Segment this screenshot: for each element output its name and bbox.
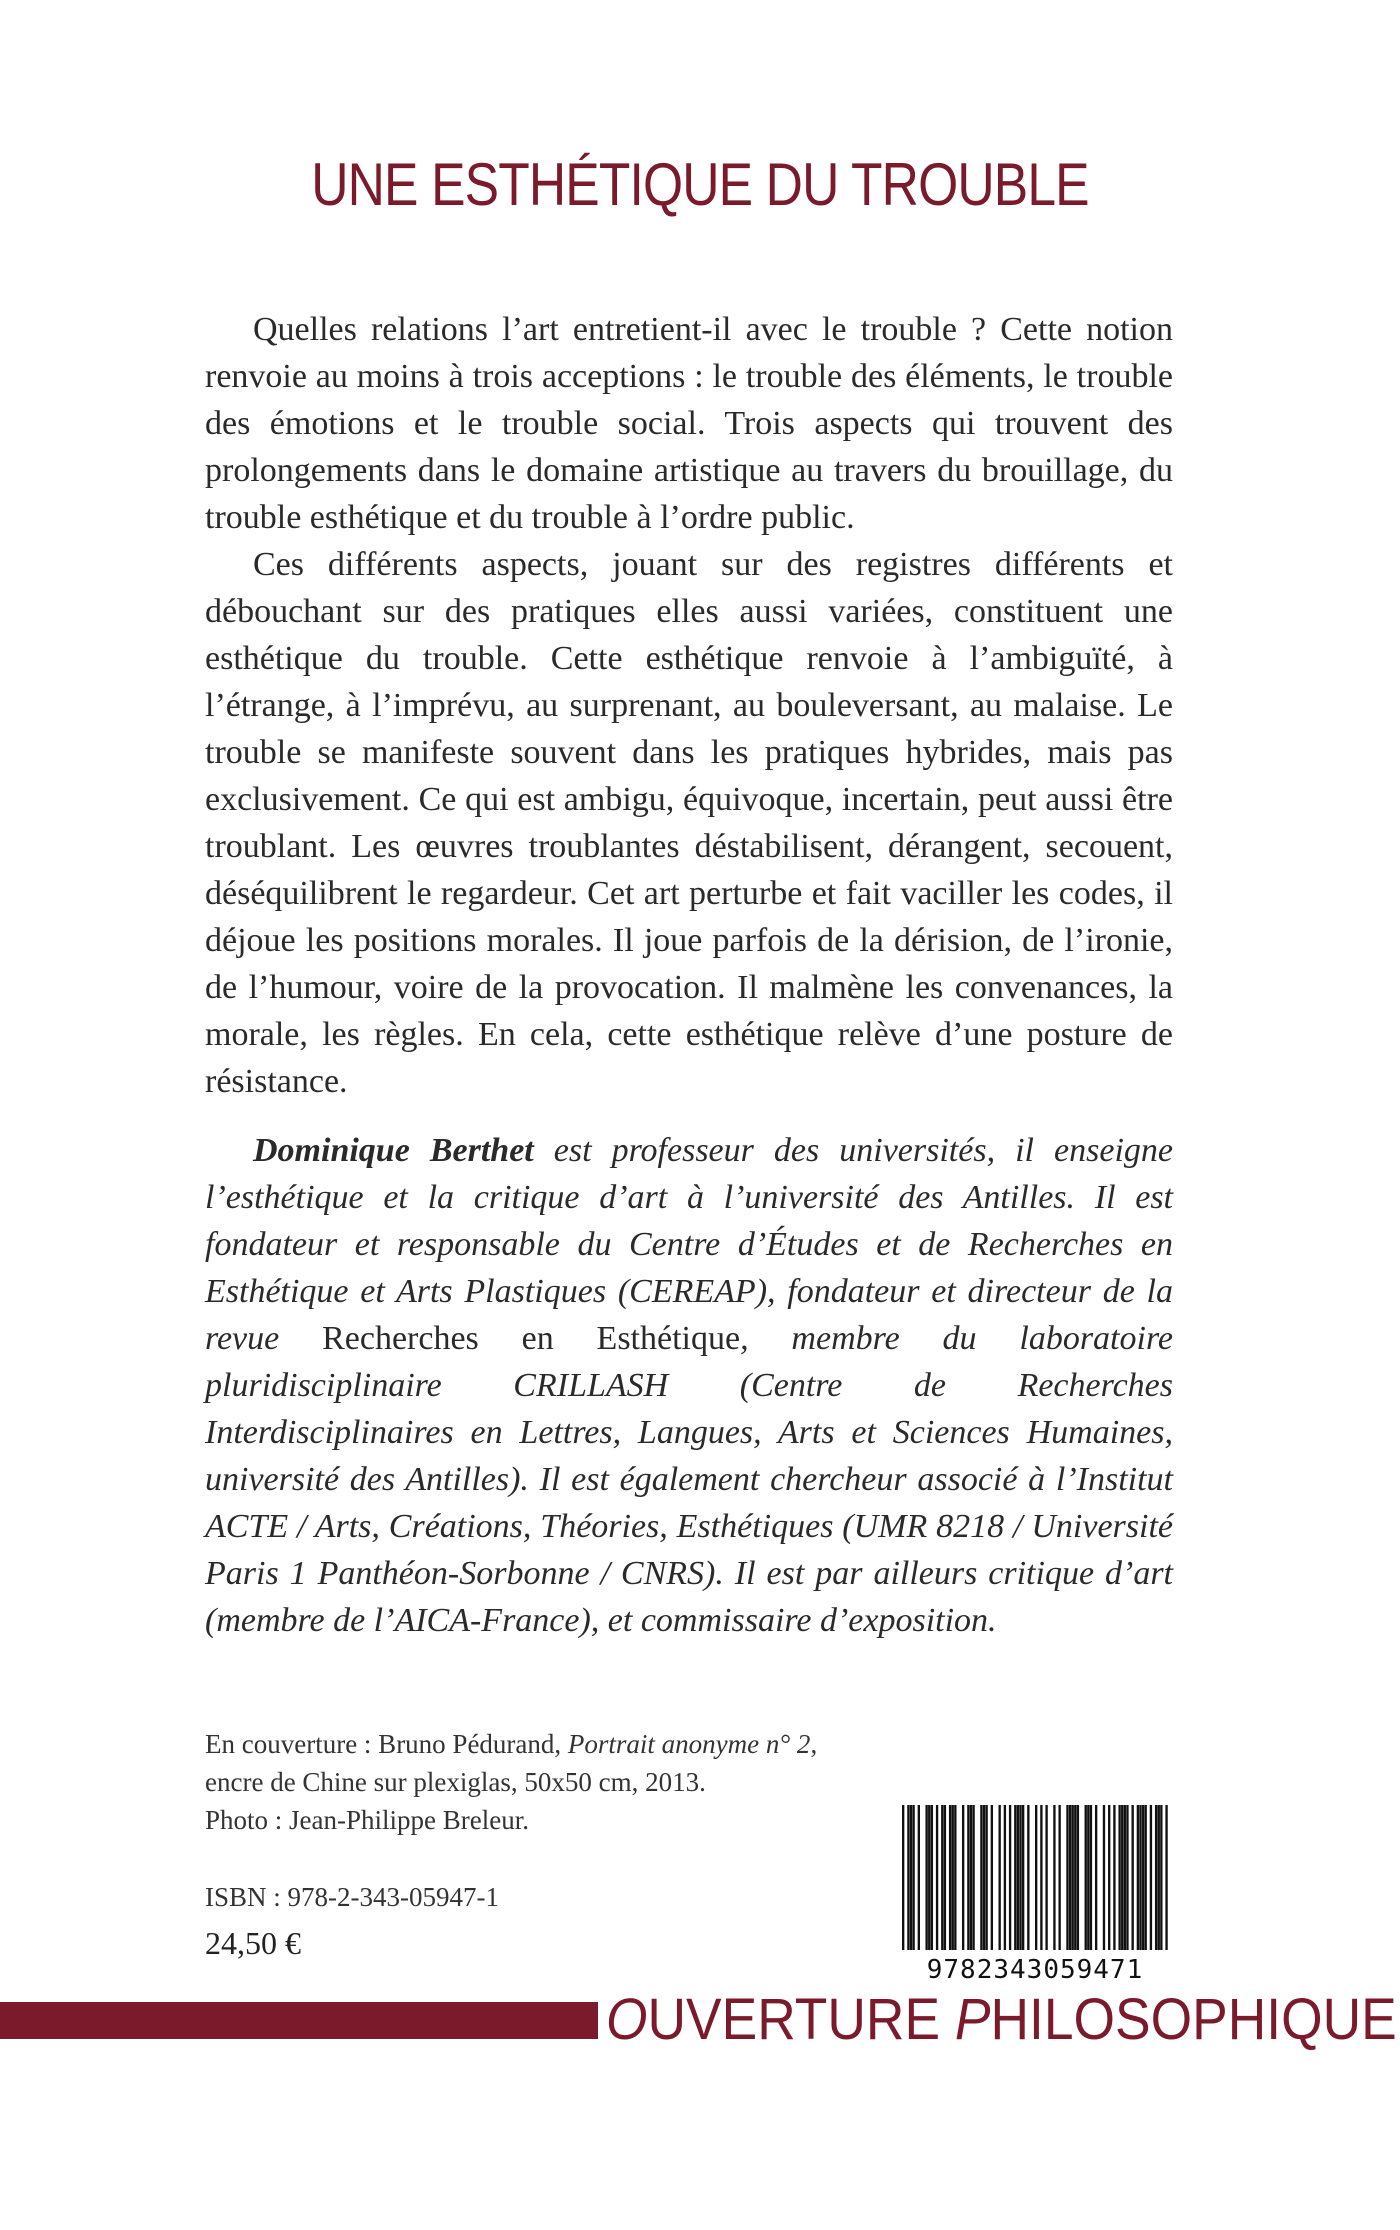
barcode-bar xyxy=(1066,1805,1068,1950)
barcode-bar xyxy=(983,1805,985,1950)
series-word-1: UVERTURE xyxy=(647,1987,955,2052)
barcode-bar xyxy=(1009,1805,1011,1950)
barcode-bar xyxy=(970,1805,972,1950)
barcode-bar xyxy=(907,1805,909,1950)
cover-artwork-title: Portrait anonyme n° 2 xyxy=(567,1729,811,1759)
barcode-bar xyxy=(991,1805,993,1950)
barcode-bar xyxy=(1069,1805,1071,1950)
barcode-bar xyxy=(1137,1805,1139,1950)
barcode-bar xyxy=(931,1805,933,1950)
barcode-bar xyxy=(1139,1805,1141,1950)
barcode-bar xyxy=(952,1805,954,1950)
barcode-bar xyxy=(1150,1805,1152,1950)
barcode-bar xyxy=(925,1805,927,1950)
barcode xyxy=(900,1805,1170,1985)
barcode-bar xyxy=(1158,1805,1160,1950)
bio-text-2: , membre du laboratoire pluridisciplinaire CRILLASH (Centre de Recherches Interdisciplinaires en Lettres, Langues, Arts et Sciences Humaines, université des Antilles). Il est également chercheur associé à l’Institut ACTE / Arts, Créations, Théories, Esthétiques (UMR 8218 / Université Paris 1 Panthéon-Sorbonne / CNRS). Il est par ailleurs critique d’art (membre de l’AICA-France), et commissaire d’exposition. xyxy=(205,1320,1173,1639)
cover-medium: encre de Chine sur plexiglas, 50x50 cm, 2013. xyxy=(205,1767,706,1797)
series-initial-o: O xyxy=(606,1987,648,2052)
author-bio-paragraph xyxy=(205,1127,1173,1644)
barcode-bar xyxy=(1155,1805,1157,1950)
barcode-bar xyxy=(1045,1805,1047,1950)
barcode-bar xyxy=(1017,1805,1019,1950)
barcode-digits: 9782343059471 xyxy=(926,1955,1144,1985)
barcode-bar xyxy=(962,1805,964,1950)
barcode-bar xyxy=(972,1805,974,1950)
barcode-bar xyxy=(1126,1805,1128,1950)
synopsis xyxy=(205,306,1173,1105)
series-name xyxy=(606,1986,1397,2053)
barcode-bar xyxy=(1142,1805,1144,1950)
barcode-bar xyxy=(985,1805,987,1950)
journal-name: Recherches en Esthétique xyxy=(322,1320,741,1357)
barcode-bar xyxy=(1145,1805,1147,1950)
barcode-bar xyxy=(941,1805,943,1950)
cover-suffix: , xyxy=(810,1729,818,1759)
barcode-bar xyxy=(1090,1805,1092,1950)
book-title: UNE ESTHÉTIQUE DU TROUBLE xyxy=(311,151,1089,218)
barcode-bar xyxy=(980,1805,982,1950)
barcode-bar xyxy=(1022,1805,1024,1950)
barcode-bar xyxy=(949,1805,951,1950)
barcode-bar xyxy=(1131,1805,1133,1950)
series-band xyxy=(0,2002,598,2039)
barcode-bar xyxy=(1108,1805,1110,1950)
barcode-bar xyxy=(1040,1805,1042,1950)
photo-credit: Photo : Jean-Philippe Breleur. xyxy=(205,1805,529,1835)
barcode-bar xyxy=(1077,1805,1079,1950)
barcode-bars xyxy=(900,1805,1170,1955)
cover-credits xyxy=(205,1725,905,1839)
barcode-bar xyxy=(1121,1805,1123,1950)
barcode-bar xyxy=(1085,1805,1087,1950)
isbn: ISBN : 978-2-343-05947-1 xyxy=(205,1882,499,1912)
price: 24,50 € xyxy=(205,1925,301,1961)
barcode-bar xyxy=(1053,1805,1055,1950)
synopsis-paragraph-2: Ces différents aspects, jouant sur des registres différents et débouchant sur des pratiques elles aussi variées, constituent une esthétique du trouble. Cette esthétique renvoie à l’ambiguïté, à l’étrange, à l’imprévu, au surprenant, au bouleversant, au malaise. Le trouble se manifeste souvent dans les pratiques hybrides, mais pas exclusivement. Ce qui est ambigu, équivoque, incertain, peut aussi être troublant. Les œuvres troublantes déstabilisent, dérangent, secouent, déséquilibrent le regardeur. Cet art perturbe et fait vaciller les codes, il déjoue les positions morales. Il joue parfois de la dérision, de l’ironie, de l’humour, voire de la provocation. Il malmène les convenances, la morale, les règles. En cela, cette esthétique relève d’une posture de résistance. xyxy=(205,546,1173,1100)
barcode-bar xyxy=(944,1805,946,1950)
barcode-bar xyxy=(967,1805,969,1950)
barcode-bar xyxy=(912,1805,914,1950)
barcode-bar xyxy=(1058,1805,1060,1950)
barcode-bar xyxy=(1165,1805,1167,1950)
barcode-bar xyxy=(1124,1805,1126,1950)
barcode-bar xyxy=(1004,1805,1006,1950)
barcode-bar xyxy=(1019,1805,1021,1950)
barcode-bar xyxy=(902,1805,904,1950)
barcode-bar xyxy=(1014,1805,1016,1950)
cover-prefix: En couverture : Bruno Pédurand, xyxy=(205,1729,568,1759)
series-word-2: HILOSOPHIQUE xyxy=(990,1987,1397,2052)
barcode-bar xyxy=(998,1805,1000,1950)
barcode-bar xyxy=(1095,1805,1097,1950)
barcode-bar xyxy=(954,1805,956,1950)
barcode-bar xyxy=(910,1805,912,1950)
barcode-bar xyxy=(1118,1805,1120,1950)
barcode-bar xyxy=(1113,1805,1115,1950)
barcode-bar xyxy=(928,1805,930,1950)
barcode-bar xyxy=(918,1805,920,1950)
series-initial-p: P xyxy=(954,1987,991,2052)
cover-credit-line xyxy=(205,1725,905,1763)
barcode-bar xyxy=(1035,1805,1037,1950)
barcode-bar xyxy=(936,1805,938,1950)
barcode-bar xyxy=(1160,1805,1162,1950)
author-bio xyxy=(205,1127,1173,1644)
barcode-bar xyxy=(1103,1805,1105,1950)
synopsis-paragraph-1: Quelles relations l’art entretient-il avec le trouble ? Cette notion renvoie au moins à trois acceptions : le trouble des éléments, le trouble des émotions et le trouble social. Trois aspects qui trouvent des prolongements dans le domaine artistique au travers du brouillage, du trouble esthétique et du trouble à l’ordre public. xyxy=(205,311,1173,536)
bio-text-1: est professeur des universités, il enseigne l’esthétique et la critique d’art à l’université des Antilles. Il est fondateur et responsable du Centre d’Études et de Recherches en Esthétique et Arts Plastiques (CEREAP), fondateur et directeur de la revue xyxy=(205,1132,1173,1357)
barcode-bar xyxy=(1074,1805,1076,1950)
barcode-bar xyxy=(1087,1805,1089,1950)
barcode-bar xyxy=(1027,1805,1029,1950)
barcode-bar xyxy=(1072,1805,1074,1950)
author-name: Dominique Berthet xyxy=(253,1132,534,1169)
